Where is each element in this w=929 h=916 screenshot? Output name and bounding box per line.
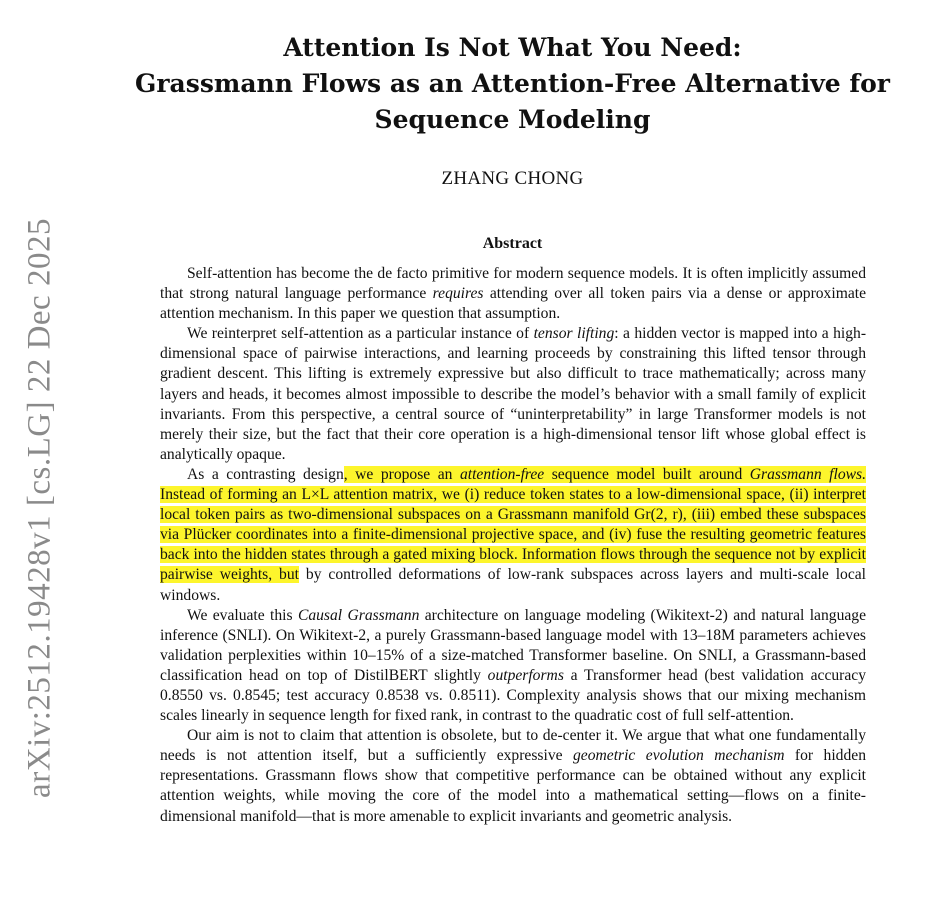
text-span: We evaluate this (187, 606, 298, 624)
emphasis: attention-free (459, 465, 545, 483)
text-span: We reinterpret self-attention as a particular instance of (187, 325, 534, 343)
text-span: Instead of forming an L×L attention matrix, we (i) reduce token states to a low-dimensional space, (ii) interpret local token pairs as two-dimensional subspaces on a Grassmann manifold Gr(2, r), (iii) embed these subspaces via Plücker coordinates into a finite-dimensional projective space, and (iv) fuse the resulting geometric features back into the hidden states through a gated mixing block. Information flows through the sequence not by explicit pairwise weights, but (160, 486, 866, 584)
emphasis: geometric evolution mechanism (573, 747, 785, 765)
title-line-1: Attention Is Not What You Need: (283, 33, 742, 62)
text-span: architecture on language modeling (Wikitext-2) and natural language inference (SNLI). On Wikitext-2, a purely Grassmann-based language model with 13–18M parameters achieves validation perplexities within 10–15% of a size-matched Transformer baseline. On SNLI, a Grassmann-based classification head on top of DistilBERT slightly (160, 606, 866, 684)
text-span: Our aim is not to claim that attention is obsolete, but to de-center it. We argue that what one fundamentally needs is not attention itself, but a sufficiently expressive (160, 727, 866, 765)
title-line-3: Sequence Modeling (374, 105, 651, 134)
text-span: : a hidden vector is mapped into a high-dimensional space of pairwise interactions, and learning proceeds by constraining this lifted tensor through gradient descent. This lifting is extremely expressive but also difficult to trace mathematically; across many layers and heads, it becomes almost impossible to describe the model’s behavior with a small family of explicit invariants. From this perspective, a central source of “uninterpretability” in large Transformer models is not merely their size, but the fact that their core operation is a high-dimensional tensor lift whose global effect is analytically opaque. (160, 325, 867, 463)
abstract-heading: Abstract (482, 235, 543, 252)
text-span: attending over all token pairs via a dense or approximate attention mechanism. In this paper we question that assumption. (160, 285, 866, 323)
emphasis: Grassmann flows. (749, 465, 866, 483)
abstract-body (160, 264, 866, 827)
text-span: , we propose an (343, 465, 460, 483)
abstract-paragraph-2 (160, 324, 866, 465)
text-span: a Transformer head (best validation accuracy 0.8550 vs. 0.8545; test accuracy 0.8538 vs. 0.8511). Complexity analysis shows that our mixing mechanism scales linearly in sequence length for fixed rank, in contrast to the quadratic cost of full self-attention. (160, 666, 866, 725)
paper-title (100, 30, 925, 138)
text-span: As a contrasting design (187, 465, 344, 483)
arxiv-identifier: arXiv:2512.19428v1 [cs.LG] 22 Dec 2025 (21, 218, 58, 798)
emphasis: tensor lifting (533, 325, 615, 343)
arxiv-stamp (0, 0, 78, 916)
emphasis: requires (432, 285, 484, 303)
text-span: by controlled deformations of low-rank subspaces across layers and multi-scale local windows. (160, 566, 866, 604)
abstract-paragraph-1 (160, 264, 866, 324)
title-line-2: Grassmann Flows as an Attention-Free Alternative for (135, 69, 890, 98)
text-span: for hidden representations. Grassmann flows show that competitive performance can be obtained without any explicit attention weights, while moving the core of the model into a mathematical setting—flows on a finite-dimensional manifold—that is more amenable to explicit invariants and geometric analysis. (160, 747, 866, 825)
abstract-paragraph-5 (160, 726, 866, 826)
abstract-paragraph-3 (160, 465, 866, 606)
text-span: sequence model built around (544, 465, 750, 483)
emphasis: outperforms (487, 666, 564, 684)
emphasis: Causal Grassmann (297, 606, 420, 624)
text-span: Self-attention has become the de facto primitive for modern sequence models. It is often implicitly assumed that strong natural language performance (160, 265, 866, 303)
author-name: ZHANG CHONG (441, 168, 584, 189)
abstract-paragraph-4 (160, 606, 866, 727)
